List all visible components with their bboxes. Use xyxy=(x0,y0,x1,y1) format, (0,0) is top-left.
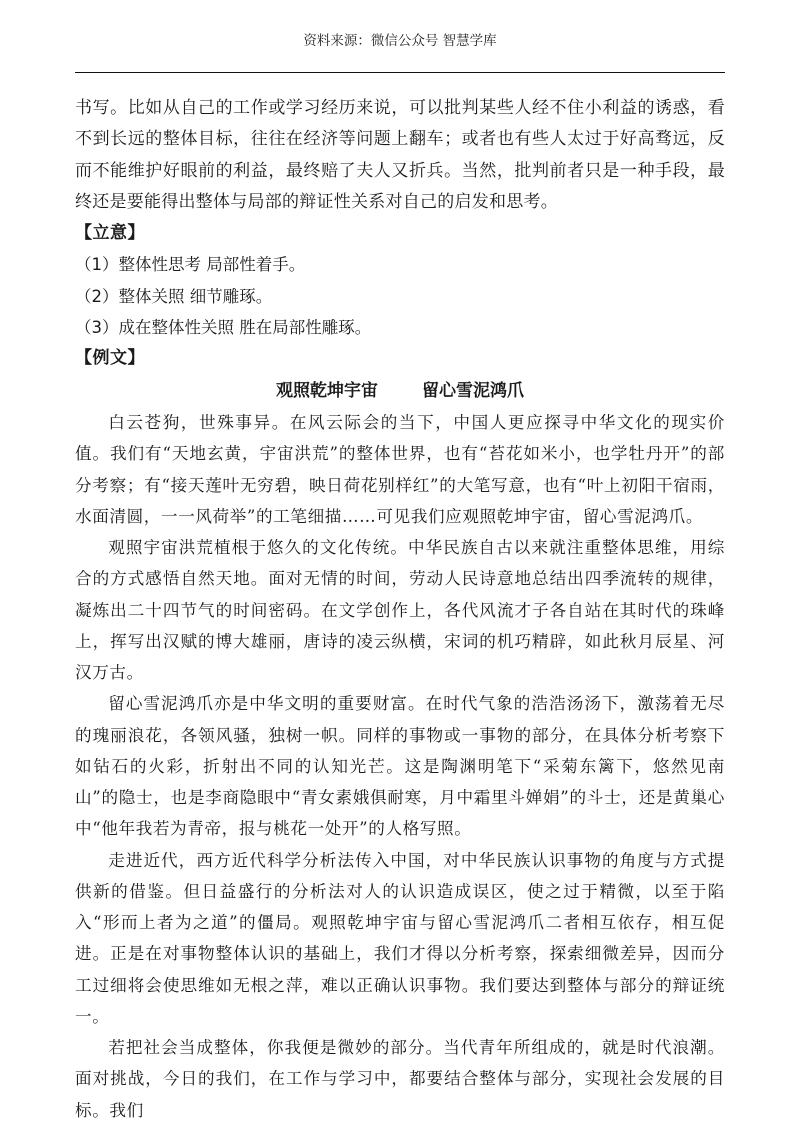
header-divider xyxy=(75,72,725,73)
thesis-item-1: （1）整体性思考 局部性着手。 xyxy=(75,255,306,275)
thesis-item-2: （2）整体关照 细节雕琢。 xyxy=(75,286,273,306)
essay-paragraph-3: 留心雪泥鸿爪亦是中华文明的重要财富。在时代气象的浩浩汤汤下，激荡着无尽的瑰丽浪花，各领风骚，独树一帜。同样的事物或一事物的部分，在具体分析考察下如钻石的火彩，折射出不同的认知光芒。这是陶渊明笔下“采菊东篱下，悠然见南山”的隐士，也是李商隐眼中“青女素娥俱耐寒，月中霜里斗婵娟”的斗士，还是黄巢心中“他年我若为青帝，报与桃花一处开”的人格写照。 xyxy=(75,694,725,839)
essay-title-part-2: 留心雪泥鸿爪 xyxy=(422,380,524,401)
essay-title-part-1: 观照乾坤宇宙 xyxy=(276,380,378,401)
thesis-heading: 【立意】 xyxy=(75,223,145,244)
essay-paragraph-1: 白云苍狗，世殊事异。在风云际会的当下，中国人更应探寻中华文化的现实价值。我们有“天地玄黄，宇宙洪荒”的整体世界，也有“苔花如米小，也学牡丹开”的部分考察；有“接天莲叶无穷碧，映日荷花别样红”的大笔写意，也有“叶上初阳干宿雨，水面清圆，一一风荷举”的工笔细描……可见我们应观照乾坤宇宙，留心雪泥鸿爪。 xyxy=(75,413,725,526)
document-body xyxy=(75,93,725,1126)
thesis-item-3: （3）成在整体性关照 胜在局部性雕琢。 xyxy=(75,318,372,338)
essay-paragraph-2: 观照宇宙洪荒植根于悠久的文化传统。中华民族自古以来就注重整体思维，用综合的方式感悟自然天地。面对无情的时间，劳动人民诗意地总结出四季流转的规律，凝炼出二十四节气的时间密码。在文学创作上，各代风流才子各自站在其时代的珠峰上，挥写出汉赋的博大雄丽，唐诗的凌云纵横，宋词的机巧精辟，如此秋月辰星、河汉万古。 xyxy=(75,538,725,683)
intro-paragraph: 书写。比如从自己的工作或学习经历来说，可以批判某些人经不住小利益的诱惑，看不到长远的整体目标，往往在经济等问题上翻车；或者也有些人太过于好高骛远，反而不能维护好眼前的利益，最终赔了夫人又折兵。当然，批判前者只是一种手段，最终还是要能得出整体与局部的辩证性关系对自己的启发和思考。 xyxy=(75,98,725,212)
page-header-source: 资料来源：微信公众号 智慧学库 xyxy=(303,33,497,49)
essay-paragraph-5: 若把社会当成整体，你我便是微妙的部分。当代青年所组成的，就是时代浪潮。面对挑战，今日的我们，在工作与学习中，都要结合整体与部分，实现社会发展的目标。我们 xyxy=(75,1038,725,1120)
example-heading: 【例文】 xyxy=(75,348,145,369)
essay-paragraph-4: 走进近代，西方近代科学分析法传入中国，对中华民族认识事物的角度与方式提供新的借鉴。但日益盛行的分析法对人的认识造成误区，使之过于精微，以至于陷入“形而上者为之道”的僵局。观照乾坤宇宙与留心雪泥鸿爪二者相互依存，相互促进。正是在对事物整体认识的基础上，我们才得以分析考察，探索细微差异，因而分工过细将会使思维如无根之萍，难以正确认识事物。我们要达到整体与部分的辩证统一。 xyxy=(75,850,725,1026)
essay-title xyxy=(75,376,725,408)
